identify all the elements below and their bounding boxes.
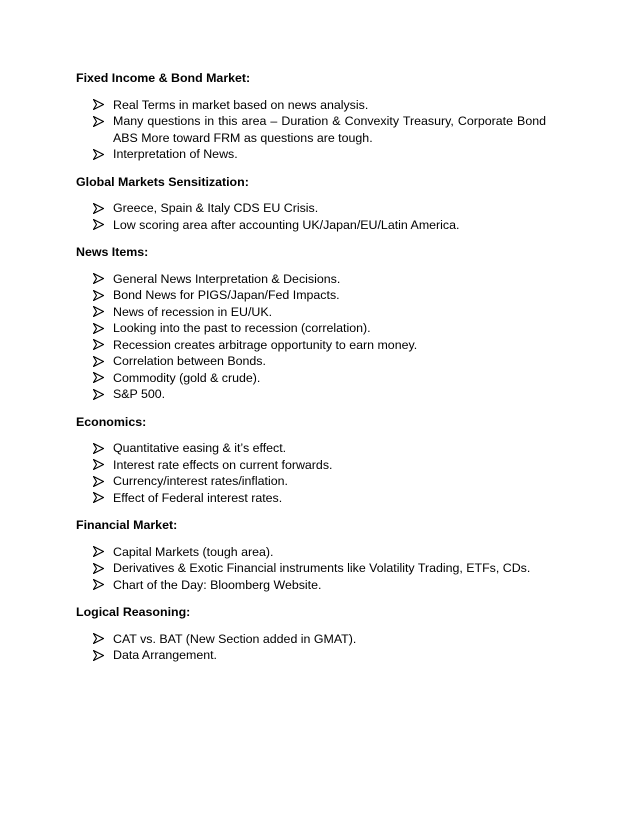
arrowhead-bullet-icon — [93, 490, 105, 507]
list-item — [76, 287, 546, 304]
list-item-text: CAT vs. BAT (New Section added in GMAT). — [113, 631, 357, 646]
section-news-items — [76, 244, 546, 403]
document-content — [76, 70, 546, 675]
arrowhead-bullet-icon — [93, 217, 105, 234]
arrowhead-bullet-icon — [93, 386, 105, 403]
list-item — [76, 97, 546, 114]
arrowhead-bullet-icon — [93, 577, 105, 594]
list-item — [76, 200, 546, 217]
arrowhead-bullet-icon — [93, 271, 105, 288]
list-item-text: Currency/interest rates/inflation. — [113, 474, 288, 488]
list-item — [76, 217, 546, 234]
list-item-text: Commodity (gold & crude). — [113, 370, 261, 385]
list-item-text: Correlation between Bonds. — [113, 354, 266, 368]
arrowhead-bullet-icon — [93, 97, 105, 114]
section-heading: Economics: — [76, 414, 147, 429]
list-item — [76, 353, 546, 370]
list-item-text: Real Terms in market based on news analysis. — [113, 97, 369, 112]
section-heading: Financial Market: — [76, 518, 178, 532]
bullet-list — [76, 544, 546, 594]
list-item-text: Many questions in this area – Duration & Convexity Treasury, Corporate Bond ABS More toward FRM as questions are tough. — [113, 114, 546, 145]
list-item-text: Interest rate effects on current forwards. — [113, 457, 333, 472]
section-fixed-income-bond-market — [76, 70, 546, 163]
list-item — [76, 113, 546, 146]
list-item-text: Greece, Spain & Italy CDS EU Crisis. — [113, 201, 319, 215]
bullet-list — [76, 97, 546, 163]
list-item — [76, 370, 546, 387]
arrowhead-bullet-icon — [93, 560, 105, 577]
list-item-text: Effect of Federal interest rates. — [113, 490, 283, 505]
list-item-text: S&P 500. — [113, 387, 166, 401]
list-item — [76, 146, 546, 163]
arrowhead-bullet-icon — [93, 457, 105, 474]
list-item — [76, 560, 546, 577]
bullet-list — [76, 631, 546, 664]
list-item — [76, 577, 546, 594]
arrowhead-bullet-icon — [93, 473, 105, 490]
list-item — [76, 271, 546, 288]
bullet-list — [76, 271, 546, 403]
list-item — [76, 320, 546, 337]
arrowhead-bullet-icon — [93, 353, 105, 370]
list-item — [76, 544, 546, 561]
arrowhead-bullet-icon — [93, 370, 105, 387]
arrowhead-bullet-icon — [93, 200, 105, 217]
section-economics — [76, 414, 546, 507]
section-heading: News Items: — [76, 245, 149, 259]
arrowhead-bullet-icon — [93, 287, 105, 304]
list-item — [76, 304, 546, 321]
section-heading: Global Markets Sensitization: — [76, 174, 249, 189]
arrowhead-bullet-icon — [93, 146, 105, 163]
list-item-text: Recession creates arbitrage opportunity to earn money. — [113, 337, 418, 352]
list-item-text: Bond News for PIGS/Japan/Fed Impacts. — [113, 288, 340, 302]
list-item — [76, 386, 546, 403]
list-item-text: News of recession in EU/UK. — [113, 304, 273, 319]
list-item-text: Looking into the past to recession (correlation). — [113, 321, 371, 335]
list-item-text: Interpretation of News. — [113, 147, 238, 161]
list-item-text: Derivatives & Exotic Financial instruments like Volatility Trading, ETFs, CDs. — [113, 561, 531, 575]
arrowhead-bullet-icon — [93, 440, 105, 457]
list-item-text: Data Arrangement. — [113, 648, 218, 662]
list-item — [76, 473, 546, 490]
list-item-text: Quantitative easing & it’s effect. — [113, 441, 287, 455]
section-heading: Fixed Income & Bond Market: — [76, 71, 251, 85]
arrowhead-bullet-icon — [93, 304, 105, 321]
list-item — [76, 440, 546, 457]
bullet-list — [76, 440, 546, 506]
arrowhead-bullet-icon — [93, 647, 105, 664]
section-financial-market — [76, 517, 546, 593]
list-item — [76, 631, 546, 648]
list-item-text: Capital Markets (tough area). — [113, 544, 274, 559]
list-item — [76, 337, 546, 354]
section-global-markets-sensitization — [76, 174, 546, 234]
section-heading: Logical Reasoning: — [76, 605, 191, 619]
list-item — [76, 457, 546, 474]
arrowhead-bullet-icon — [93, 631, 105, 648]
arrowhead-bullet-icon — [93, 320, 105, 337]
section-logical-reasoning — [76, 604, 546, 664]
arrowhead-bullet-icon — [93, 113, 105, 130]
bullet-list — [76, 200, 546, 233]
arrowhead-bullet-icon — [93, 544, 105, 561]
list-item — [76, 490, 546, 507]
list-item-text: Low scoring area after accounting UK/Japan/EU/Latin America. — [113, 217, 460, 232]
list-item — [76, 647, 546, 664]
list-item-text: Chart of the Day: Bloomberg Website. — [113, 577, 322, 592]
arrowhead-bullet-icon — [93, 337, 105, 354]
list-item-text: General News Interpretation & Decisions. — [113, 271, 341, 286]
